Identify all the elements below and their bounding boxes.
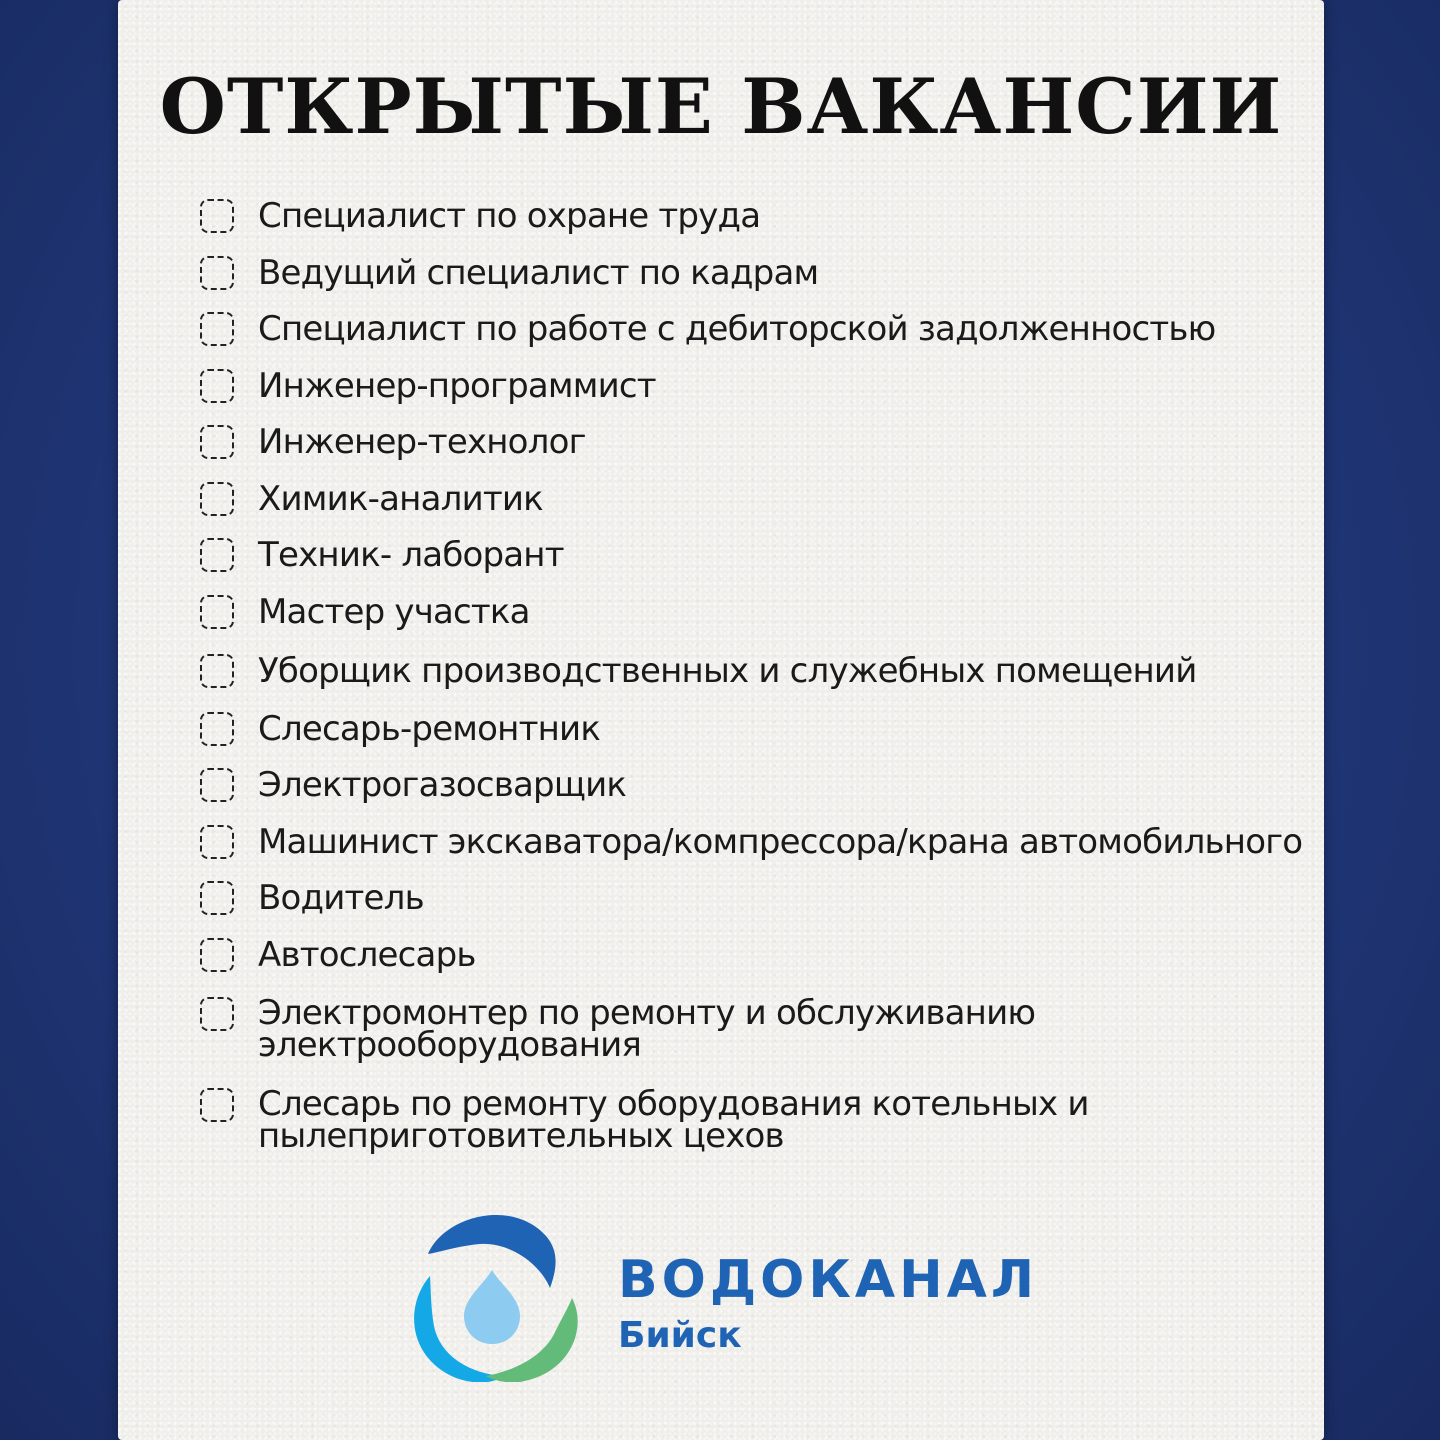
checkbox-icon [200,938,234,972]
water-drop-logo-icon [400,1206,584,1382]
checkbox-icon [200,881,234,915]
checkbox-icon [200,997,234,1031]
vacancy-label: Электрогазосварщик [258,765,627,805]
checkbox-icon [200,825,234,859]
checkbox-icon [200,595,234,629]
vacancy-label: Уборщик производственных и служебных помещений [258,651,1197,691]
vacancy-item [200,988,1310,1065]
vacancy-label: Мастер участка [258,592,530,632]
checkbox-icon [200,538,234,572]
vacancy-label: Водитель [258,878,424,918]
checkbox-icon [200,425,234,459]
vodokanal-logo [400,1206,1050,1386]
vacancy-label: Специалист по охране труда [258,196,761,236]
checkbox-icon [200,482,234,516]
vacancy-item [200,929,1310,975]
vacancy-item [200,872,1310,918]
vacancy-label: Инженер-программист [258,366,656,406]
vacancy-item [200,529,1310,575]
vacancy-item [200,416,1310,462]
brand-city: Бийск [618,1315,742,1356]
checkbox-icon [200,712,234,746]
brand-name: ВОДОКАНАЛ [618,1250,1039,1310]
vacancy-item [200,645,1310,691]
vacancy-item [200,360,1310,406]
vacancy-label: Автослесарь [258,935,476,975]
checkbox-icon [200,256,234,290]
vacancy-label: Ведущий специалист по кадрам [258,253,819,293]
vacancy-label: Техник- лаборант [258,535,564,575]
vacancy-item [200,816,1310,862]
vacancy-item [200,759,1310,805]
vacancy-label: Слесарь-ремонтник [258,709,601,749]
vacancy-label: Слесарь по ремонту оборудования котельных и пылеприготовительных цехов [258,1084,1089,1156]
checkbox-icon [200,654,234,688]
vacancy-item [200,247,1310,293]
vacancy-item [200,703,1310,749]
checkbox-icon [200,768,234,802]
page-title: ОТКРЫТЫЕ ВАКАНСИИ [159,62,1283,151]
vacancy-item [200,473,1310,519]
checkbox-icon [200,369,234,403]
checkbox-icon [200,312,234,346]
vacancy-label: Инженер-технолог [258,422,586,462]
vacancy-item [200,586,1310,632]
vacancy-item [200,303,1310,349]
vacancy-label: Химик-аналитик [258,479,543,519]
checkbox-icon [200,1088,234,1122]
vacancy-item [200,1079,1310,1156]
vacancy-label: Электромонтер по ремонту и обслуживанию электрооборудования [258,993,1036,1065]
vacancy-item [200,190,1310,236]
checkbox-icon [200,199,234,233]
vacancy-label: Машинист экскаватора/компрессора/крана автомобильного [258,822,1303,862]
vacancy-label: Специалист по работе с дебиторской задолженностью [258,309,1216,349]
